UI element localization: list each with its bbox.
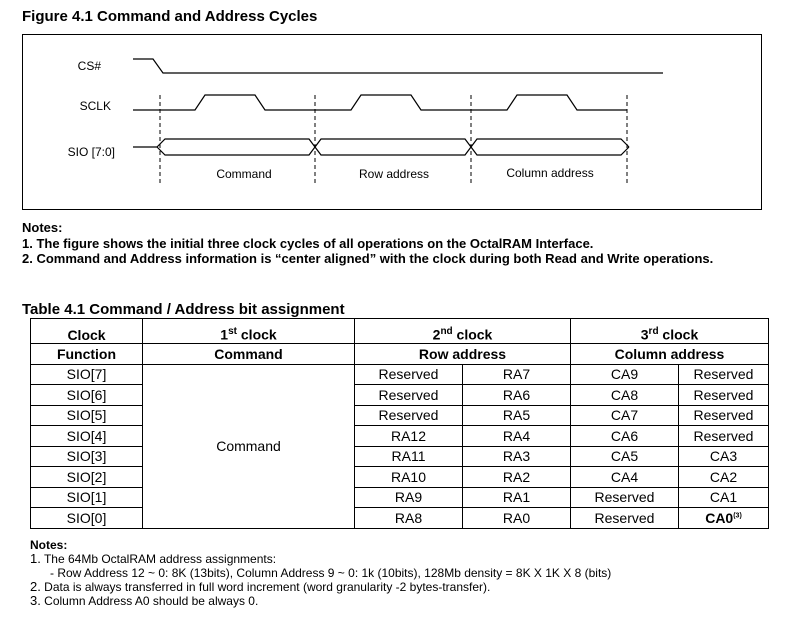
table-row bbox=[31, 446, 769, 467]
sio-waveform bbox=[133, 139, 629, 155]
table-row bbox=[31, 487, 769, 508]
phase-label-command: Command bbox=[216, 167, 272, 181]
row-address-cell: RA5 bbox=[463, 405, 571, 426]
row-address-cell: RA10 bbox=[355, 467, 463, 488]
function-1-header: Command bbox=[143, 344, 355, 365]
function-header: Function bbox=[31, 344, 143, 365]
table-title: Table 4.1 Command / Address bit assignment bbox=[22, 301, 345, 318]
command-cell: Command bbox=[143, 364, 355, 528]
cs-waveform bbox=[133, 59, 663, 73]
clock-1-sup: st bbox=[228, 326, 237, 338]
table-row bbox=[31, 426, 769, 447]
table-note-3 bbox=[30, 594, 611, 608]
table-note-1 bbox=[30, 552, 611, 566]
table-note-1-detail: - Row Address 12 ~ 0: 8K (13bits), Column Address 9 ~ 0: 1k (10bits), 128Mb density = 8K X 1K X 8 (bits) bbox=[50, 566, 612, 580]
table-note-3-num: 3. bbox=[30, 593, 41, 608]
sio-cell: SIO[1] bbox=[31, 487, 143, 508]
column-address-cell: CA5 bbox=[571, 446, 679, 467]
figure-title: Figure 4.1 Command and Address Cycles bbox=[22, 8, 318, 25]
column-address-cell: CA2 bbox=[679, 467, 769, 488]
table-note-2 bbox=[30, 580, 611, 594]
column-address-cell-ca0 bbox=[679, 508, 769, 529]
clock-1-word: clock bbox=[237, 327, 277, 343]
phase-label-column-address: Column address bbox=[506, 166, 594, 180]
table-note-1-num: 1. bbox=[30, 551, 41, 566]
sio-cell: SIO[3] bbox=[31, 446, 143, 467]
row-address-cell: RA9 bbox=[355, 487, 463, 508]
signal-label-sclk: SCLK bbox=[79, 99, 111, 113]
clock-2-header bbox=[355, 319, 571, 344]
clock-3-word: clock bbox=[658, 327, 699, 343]
sio-cell: SIO[2] bbox=[31, 467, 143, 488]
row-address-cell: Reserved bbox=[355, 405, 463, 426]
row-address-cell: RA2 bbox=[463, 467, 571, 488]
timing-diagram-svg bbox=[23, 35, 763, 211]
table-note-2-num: 2. bbox=[30, 579, 41, 594]
table-row bbox=[31, 467, 769, 488]
clock-2-sup: nd bbox=[440, 326, 453, 338]
figure-notes bbox=[22, 220, 713, 267]
column-address-cell: CA1 bbox=[679, 487, 769, 508]
sclk-waveform bbox=[133, 95, 627, 110]
table-note-2-text: Data is always transferred in full word increment (word granularity -2 bytes-transfer). bbox=[40, 580, 491, 594]
ca0-text: CA0 bbox=[705, 509, 734, 526]
row-address-cell: RA4 bbox=[463, 426, 571, 447]
sio-cell: SIO[7] bbox=[31, 364, 143, 385]
row-address-cell: Reserved bbox=[355, 364, 463, 385]
row-address-cell: RA11 bbox=[355, 446, 463, 467]
function-2-header: Row address bbox=[355, 344, 571, 365]
table-note-1-text: The 64Mb OctalRAM address assignments: bbox=[40, 552, 277, 566]
table-notes-heading: Notes: bbox=[30, 538, 68, 552]
clock-3-num: 3 bbox=[640, 327, 649, 343]
function-header-row bbox=[31, 344, 769, 365]
table-notes bbox=[30, 538, 611, 608]
column-address-cell: CA6 bbox=[571, 426, 679, 447]
column-address-cell: Reserved bbox=[679, 405, 769, 426]
row-address-cell: RA1 bbox=[463, 487, 571, 508]
table-note-3-text: Column Address A0 should be always 0. bbox=[40, 594, 259, 608]
signal-label-cs: CS# bbox=[77, 59, 101, 73]
figure-note-1: 1. The figure shows the initial three clock cycles of all operations on the OctalRAM Interface. bbox=[22, 235, 594, 251]
address-assignment-table bbox=[30, 318, 769, 529]
clock-2-word: clock bbox=[452, 327, 493, 343]
column-address-cell: Reserved bbox=[679, 364, 769, 385]
signal-label-sio: SIO [7:0] bbox=[67, 145, 115, 159]
table-row bbox=[31, 508, 769, 529]
row-address-cell: RA0 bbox=[463, 508, 571, 529]
sio-cell: SIO[0] bbox=[31, 508, 143, 529]
column-address-cell: Reserved bbox=[571, 508, 679, 529]
column-address-cell: CA9 bbox=[571, 364, 679, 385]
row-address-cell: RA8 bbox=[355, 508, 463, 529]
clock-header: Clock bbox=[31, 319, 143, 344]
column-address-cell: CA4 bbox=[571, 467, 679, 488]
table-row bbox=[31, 385, 769, 406]
clock-3-sup: rd bbox=[648, 326, 659, 338]
row-address-cell: RA3 bbox=[463, 446, 571, 467]
table-row bbox=[31, 405, 769, 426]
column-address-cell: CA3 bbox=[679, 446, 769, 467]
sio-cell: SIO[6] bbox=[31, 385, 143, 406]
ca0-footnote: (3) bbox=[733, 512, 742, 520]
timing-diagram bbox=[22, 34, 762, 210]
column-address-cell: Reserved bbox=[679, 385, 769, 406]
row-address-cell: RA6 bbox=[463, 385, 571, 406]
figure-notes-heading: Notes: bbox=[22, 220, 63, 235]
clock-1-header bbox=[143, 319, 355, 344]
function-3-header: Column address bbox=[571, 344, 769, 365]
column-address-cell: Reserved bbox=[679, 426, 769, 447]
clock-header-row bbox=[31, 319, 769, 344]
column-address-cell: CA7 bbox=[571, 405, 679, 426]
row-address-cell: Reserved bbox=[355, 385, 463, 406]
phase-label-row-address: Row address bbox=[358, 167, 430, 181]
clock-3-header bbox=[571, 319, 769, 344]
sio-cell: SIO[5] bbox=[31, 405, 143, 426]
figure-note-2: 2. Command and Address information is “center aligned” with the clock during both Read and Write operations. bbox=[22, 251, 714, 266]
sio-cell: SIO[4] bbox=[31, 426, 143, 447]
table-row bbox=[31, 364, 769, 385]
clock-1-num: 1 bbox=[220, 327, 229, 343]
row-address-cell: RA7 bbox=[463, 364, 571, 385]
clock-2-num: 2 bbox=[432, 327, 441, 343]
column-address-cell: CA8 bbox=[571, 385, 679, 406]
row-address-cell: RA12 bbox=[355, 426, 463, 447]
column-address-cell: Reserved bbox=[571, 487, 679, 508]
